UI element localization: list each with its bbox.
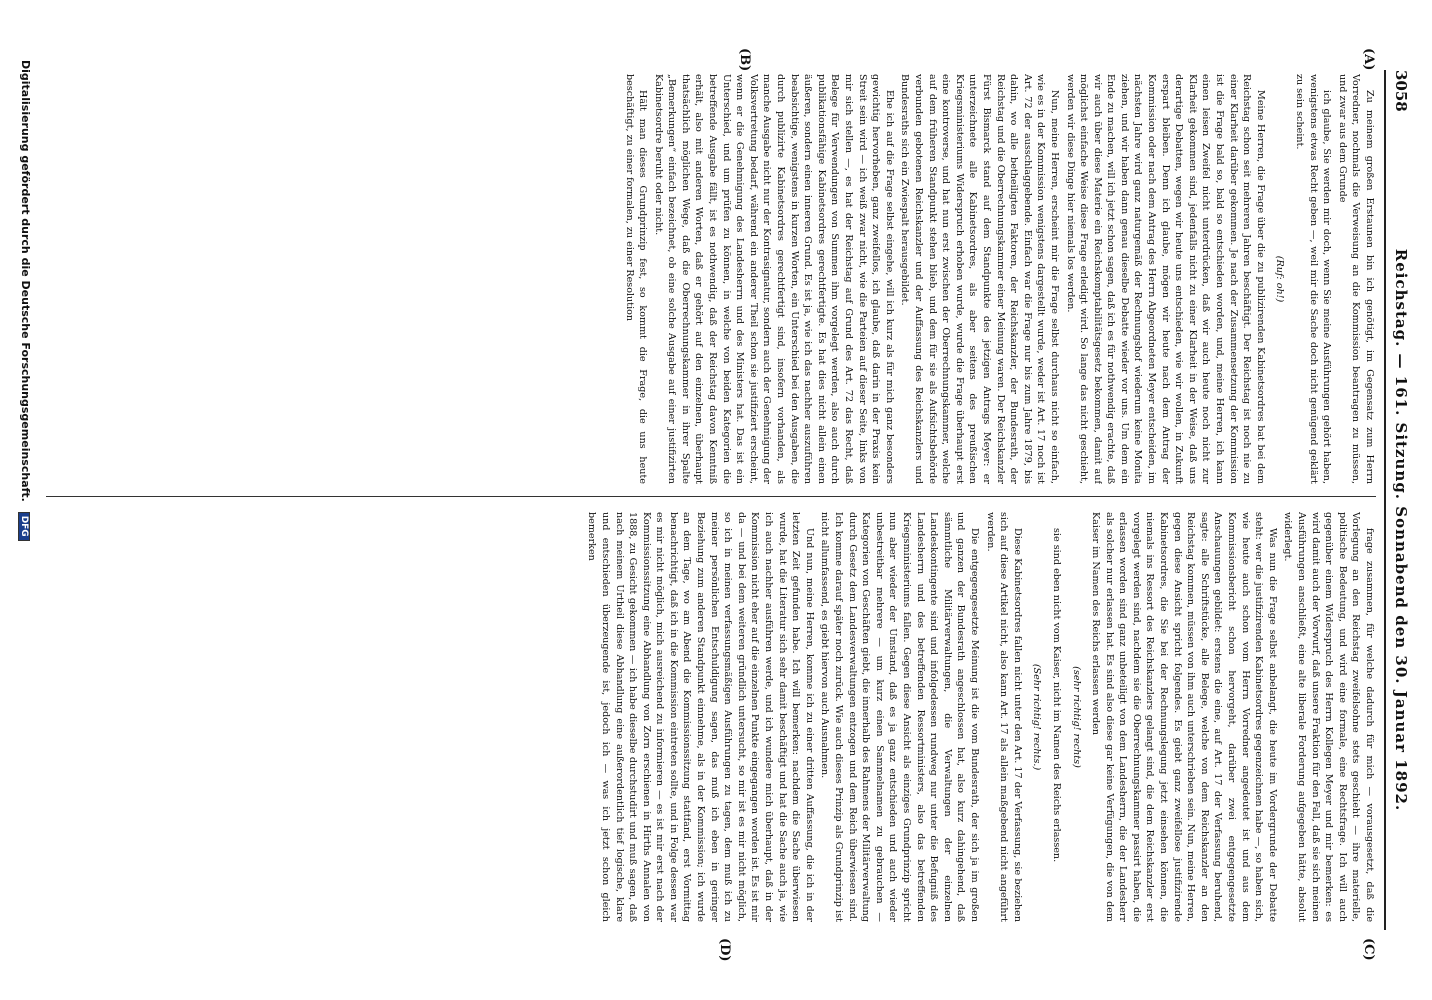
paragraph: Hält man dieses Grundprinzip fest, so kommt die Frage, die uns heute beschäftigt, zu einer formalen, zu einer Resolution <box>623 74 649 484</box>
column-divider <box>46 496 1376 497</box>
paragraph: (Sehr richtig! rechts.) <box>1031 663 1043 771</box>
paragraph: Was nun die Frage selbst anbelangt, die heute im Vordergrunde der Debatte steht: wer die justifizirenden Kabinetsordres gegenzeichnen habe —, so haben sich, wie heute auch schon vom Herrn Vorredner angedeutet ist und aus dem Kommissionsbericht schon hervorgeht, darüber zwei entgegengesetzte Anschauungen gebildet: erstens die eine, auf Art. 17 der Verfassung beruhend, sagte: alle Schriftstücke, alle Belege, welche von dem Reichskanzler an den Reichstag kommen, müssen von ihm auch unterschrieben sein. Nun, meine Herren, gegen diese Ansicht spricht folgendes. Es giebt ganz zweifellose justifizirende Kabinetsordres, die Sie bei der Rechnungslegung jetzt einsehen können, die niemals ins Ressort des Reichskanzlers gelangt sind, die dem Reichskanzler erst vorgelegt werden sind, nachdem sie die Oberrechnungskammer passirt haben, die erlassen worden sind ganz unbeteiligt von dem Landesherrn, die der Landesherr als solcher nur erlassen hat. Es sind also diese gar keine Verfügungen, die von dem Kaiser im Namen des Reichs erlassen werden <box>1090 512 1278 922</box>
margin-mark-a: (A) <box>1361 48 1376 71</box>
page-header <box>1388 70 1414 930</box>
paragraph: (Ruf: oh!) <box>1274 255 1286 303</box>
paragraph: Und nun, meine Herren, komme ich zu einer dritten Auffassung, die ich in der letzten Zeit gefunden habe. Ich will bemerken: nachdem die Sache überwiesen wurde, hat die Literatur sich sehr damit beschäftigt und hat die Sache auch ja, wie ich auch nachher ausführen werde, und ich wundere mich überhaupt, daß in der Kommission nicht eher auf die einzelnen Punkte eingegangen worden ist. Es ist mir da — und bei dem weiteren gründlich untersucht, so mir ist es mir nicht möglich, so ich in meinen verfassungsmäßigen Ausführungen zu tagen, dem muß ich zu meiner persönlichen Entschuldigung sagen, das muß ich eben in geringer Beziehung zum anderen Standpunkt einnehme, als in der Kommission; ich wurde an dem Tage, wo am Abend die Kommissionssitzung stattfand, erst Vormittag benachrichtigt, daß ich in die Kommission eintreten sollte, und in Folge dessen war es mir nicht möglich, mich ausreichend zu informieren — es ist mir erst nach der Kommissionssitzung eine Abhandlung von Zorn erschienen in Hirths Annalen von 1888, zu Gesicht gekommen — ich habe dieselbe durchstudirt und muß sagen, daß nach meinem Urtheil diese Abhandlung eine außerordentlich tief logische, klare und entschieden überzeugende ist, jedoch ich — was ich jetzt schon gleich bemerken <box>586 512 815 922</box>
page-title: Reichstag. — 161. Sitzung. Sonnabend den 30. Januar 1892. <box>1392 248 1410 812</box>
footer-text: Digitalisierung gefördert durch die Deutsche Forschungsgemeinschaft. <box>19 60 32 502</box>
paragraph: sie sind eben nicht vom Kaiser, nicht im Namen des Reichs erlassen. <box>1050 528 1062 863</box>
footer <box>18 60 32 960</box>
paragraph: Meine Herren, die Frage über die zu publizirenden Kabinetsordres bat bei dem Reichstag schon seit mehreren Jahren beschäftigt. Der Reichstag ist noch nie zu einer Klarheit darüber gekommen. Je nach der Zusammensetzung der Kommission ist die Frage bald so, bald so entschieden worden, und, meine Herren, ich kann einen leisen Zweifel nicht unterdrücken, daß wir auch heute noch nicht zur Klarheit gekommen sind, jedenfalls nicht zu einer Klarheit in der Weise, daß uns derartige Debatten, wegen wir heute uns entschieden, wie wir wollen, in Zukunft erspart bleiben. Denn ich glaube, mögen wir heute nach dem Antrag der Kommission oder nach dem Antrag des Herrn Abgeordneten Meyer entscheiden, im nächsten Jahre wird ganz naturgemäß der Rechnungshof wiederum keine Monita ziehen, und wir haben dann genau dieselbe Debatte wieder vor uns. Um dem ein Ende zu machen, will ich jetzt schon sagen, daß ich es für nothwendig erachte, daß wir auch über diese Materie ein Reichskomptabilitätsgesetz bekommen, damit auf möglichst einfache Weise diese Frage erledigt wird. So lange das nicht geschieht, werden wir diese Dinge hier niemals los werden. <box>1064 74 1266 484</box>
margin-mark-c: (C) <box>1361 938 1376 961</box>
dfg-logo: DFG <box>18 512 30 541</box>
header-rule <box>1384 70 1386 930</box>
paragraph: Nun, meine Herren, erscheint mir die Frage selbst durchaus nicht so einfach, wie es in der Kommission wenigstens dargestellt wurde, weder ist Art. 17 noch ist Art. 72 der ausschlaggebende. Einfach war die Frage nur bis zum Jahre 1879, bis dahin, wo alle betheiligten Faktoren, der Reichskanzler, der Bundesrath, der Reichstag und die Oberrechnungskammer einer Meinung waren. Der Reichskanzler Fürst Bismarck stand auf dem Standpunkte des jetzigen Antrags Meyer: er unterzeichnete alle Kabinetsordres, als aber seitens des preußischen Kriegsministeriums Widerspruch erhoben wurde, wurde die Frage überhaupt erst eine kontroverse, und hat nun erst zwischen der Oberrechnungskammer, welche auf dem früheren Standpunkt stehen blieb, und dem für sie als Aufsichtsbehörde verbunden gebotenen Reichskanzler und der Auffassung des Reichskanzlers und Bundesraths sich ein Zwiespalt herausgebildet. <box>899 74 1060 484</box>
margin-mark-b: (B) <box>737 48 752 72</box>
page-number: 3058 <box>1392 70 1410 112</box>
paragraph: Diese Kabinetsordres fallen nicht unter den Art. 17 der Verfassung, sie beziehen sich auf diese Artikel nicht, also kann Art. 17 als allein maßgebend nicht angeführt werden. <box>984 512 1023 922</box>
paragraph: (sehr richtig! rechts) <box>1070 666 1082 768</box>
left-column <box>46 74 1376 484</box>
paragraph: ich glaube, Sie werden mir doch, wenn Sie meine Ausführungen gehört haben, wenigstens etwas Recht geben —, weil mir die Sache doch nicht genügend geklärt zu sein scheint. <box>1294 74 1333 484</box>
margin-mark-d: (D) <box>717 938 732 962</box>
right-column <box>46 512 1376 922</box>
paragraph: frage zusammen, für welche dadurch für mich — vorausgesetzt, daß die Vorlegung an den Reichstag zweifelsohne stets geschieht — ihre materielle, politische Bedeutung, und wird eine formale, eine Rechtsfrage. Ich will auch gegenüber einem Widerspruch des Herrn Kollegen Meyer und mir bemerken: es wird damit auch der Vorwurf, daß unsere Fraktion für den Fall, daß sie sich meinen Ausführungen anschließt, eine alte liberale Forderung aufgegeben hätte, absolut widerlegt. <box>1282 512 1375 922</box>
paragraph: Ehe ich auf die Frage selbst eingehe, will ich kurz als für mich ganz besonders gewichtig hervorheben, ganz zweifellos, ich glaube, daß darin in der Praxis kein Streit sein wird — ich weiß zwar nicht, wie die Parteien auf dieser Seite, links von mir sich stellen —, es hat der Reichstag auf Grund des Art. 72 das Recht, daß Belege für Verwendungen von Summen ihm vorgelegt werden, also auch durch publikationsfähige Kabinetsordres gerechtfertigte. Es hat dies nicht allein einen äußeren, sondern einen inneren Grund. Es ist ja, wie ich das nachher auszuführen beabsichtige, wenigstens in kurzen Worten, ein Unterschied bei den Ausgaben, die durch publizirte Kabinetsordres gerechtfertigt sind, insofern vorhanden, als manche Ausgabe nicht nur der Kontrasignatur, sondern auch der Genehmigung der Volksvertretung bedarf, während ein anderer Theil schon sie justifiziert erscheint, wenn er die Genehmigung des Landesherrn und des Ministers hat. Das ist ein Unterschied, und um prüfen zu können, in welche von beiden Kategorien die betreffende Ausgabe fällt, ist es nothwendig, daß der Reichstag davon Kenntniß erhält, also mit anderen Worten, daß er gehört auf den einzelnen, überhaupt thatsächlich möglichen Wege, daß die Oberrechnungskammer in ihrer Spalte „Bemerkungen“ einfach bezeichnet, ob eine solche Ausgabe auf einer justifizirten Kabinetsordre beruht oder nicht. <box>652 74 895 484</box>
paragraph: Zu meinem großen Erstaunen bin ich genötigt, im Gegensatz zum Herrn Vorredner, nochmals die Verweisung an die Kommission beantragen zu müssen, und zwar aus dem Grunde <box>1336 74 1375 484</box>
paragraph: Die entgegengesetzte Meinung ist die vom Bundesrath, der sich ja im großen und ganzen der Bundesrath angeschlossen hat, also kurz dahingehend, daß sämmtliche Militärverwaltungen, die Verwaltungen der einzelnen Landeskontingente sind und infolgedessen rundweg nur unter die Befugniß des Landesherrn und des betreffenden Ressortministers, also das betreffenden Kriegsministeriums fallen. Gegen diese Ansicht als einziges Grundprinzip spricht nun aber wieder der Umstand, daß es ja ganz entschieden und auch wieder unbestreitbar mehrere — um kurz einen Sammelnamen zu gebrauchen — Kategorien von Geschäften giebt, die innerhalb des Rahmens der Militärverwaltung durch Gesetz dem Landesverwaltungen entzogen und dem Reich überwiesen sind. Ich komme darauf später noch zurück. Wie auch dieses Prinzip als Grundprinzip ist nicht allumfassend, es giebt hiervon auch Ausnahmen. <box>819 512 980 922</box>
